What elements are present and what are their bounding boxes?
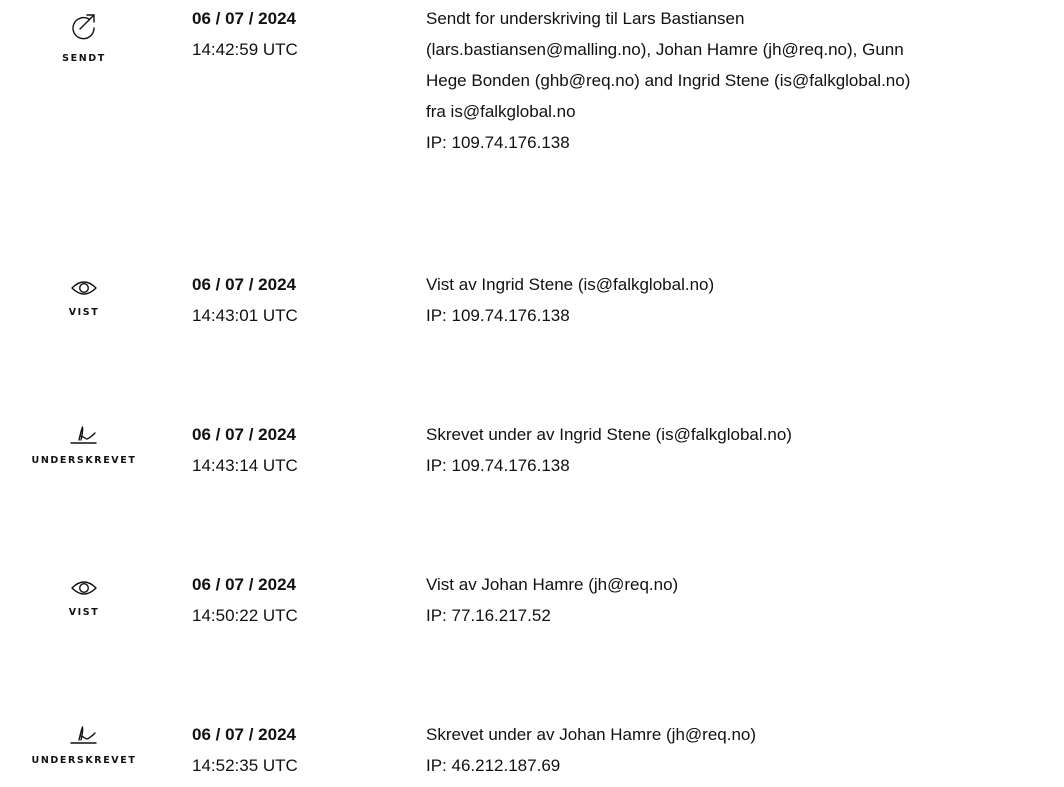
event-detail-line: Vist av Johan Hamre (jh@req.no) (426, 575, 679, 594)
event-date: 06 / 07 / 2024 (192, 425, 296, 444)
event-type-label: VIST (68, 307, 100, 318)
event-ip: IP: 109.74.176.138 (426, 133, 570, 152)
event-details (426, 569, 1062, 631)
event-detail-line: (lars.bastiansen@malling.no), Johan Hamre (jh@req.no), Gunn (426, 40, 904, 59)
event-type-sent (0, 13, 168, 64)
signature-icon (67, 424, 101, 446)
signature-icon (67, 724, 101, 746)
event-time: 14:50:22 UTC (192, 606, 298, 625)
event-timestamp (192, 269, 298, 331)
event-details (426, 719, 1062, 781)
sent-icon (69, 13, 99, 43)
event-details (426, 419, 1062, 481)
event-timestamp (192, 719, 298, 781)
event-type-viewed (0, 277, 168, 318)
event-time: 14:52:35 UTC (192, 756, 298, 775)
event-date: 06 / 07 / 2024 (192, 725, 296, 744)
event-detail-line: Skrevet under av Ingrid Stene (is@falkglobal.no) (426, 425, 792, 444)
event-detail-line: Hege Bonden (ghb@req.no) and Ingrid Stene (is@falkglobal.no) (426, 71, 911, 90)
event-type-signed (0, 424, 168, 466)
event-date: 06 / 07 / 2024 (192, 275, 296, 294)
event-type-label: VIST (68, 607, 100, 618)
event-ip: IP: 109.74.176.138 (426, 306, 570, 325)
event-date: 06 / 07 / 2024 (192, 9, 296, 28)
event-type-viewed (0, 577, 168, 618)
event-time: 14:42:59 UTC (192, 40, 298, 59)
event-date: 06 / 07 / 2024 (192, 575, 296, 594)
event-time: 14:43:01 UTC (192, 306, 298, 325)
event-ip: IP: 77.16.217.52 (426, 606, 551, 625)
event-type-label: UNDERSKREVET (31, 755, 137, 766)
eye-icon (69, 277, 99, 299)
event-type-label: SENDT (62, 53, 106, 64)
event-type-label: UNDERSKREVET (31, 455, 137, 466)
event-type-signed (0, 724, 168, 766)
event-time: 14:43:14 UTC (192, 456, 298, 475)
eye-icon (69, 577, 99, 599)
event-timestamp (192, 569, 298, 631)
event-ip: IP: 46.212.187.69 (426, 756, 561, 775)
event-timestamp (192, 419, 298, 481)
event-detail-line: Sendt for underskriving til Lars Bastiansen (426, 9, 745, 28)
event-detail-line: Skrevet under av Johan Hamre (jh@req.no) (426, 725, 757, 744)
event-timestamp (192, 3, 298, 65)
event-details (426, 3, 1062, 158)
event-ip: IP: 109.74.176.138 (426, 456, 570, 475)
event-detail-line: Vist av Ingrid Stene (is@falkglobal.no) (426, 275, 715, 294)
event-details (426, 269, 1062, 331)
event-detail-line: fra is@falkglobal.no (426, 102, 576, 121)
